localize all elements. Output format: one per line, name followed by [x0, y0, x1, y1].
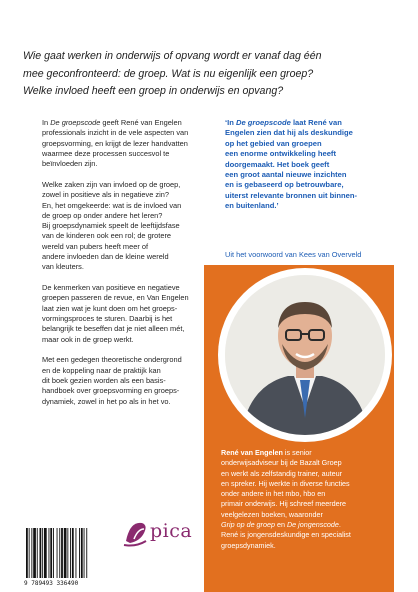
text-line: van kleuters.	[42, 262, 84, 272]
text-line: Met een gedegen theoretische ondergrond	[42, 355, 182, 365]
bio-line: groepsdynamiek.	[221, 540, 276, 550]
author-bio	[221, 448, 391, 551]
text-line: andere invloeden dan de kleine wereld	[42, 252, 169, 262]
text-line: dynamiek, zowel in het po als in het vo.	[42, 396, 171, 406]
quote-line: en is gebaseerd op betrouwbare,	[225, 180, 344, 190]
lead-question	[23, 48, 383, 101]
text-line	[42, 118, 202, 128]
text-line: van de kinderen ook een rol; de grotere	[42, 231, 172, 241]
quote-line: een groot aantal nieuwe inzichten	[225, 170, 347, 180]
book-title: De jongenscode	[286, 520, 339, 530]
book-title: Grip op de groep	[221, 520, 275, 530]
text-fragment: laat René van	[290, 118, 342, 127]
author-photo	[218, 268, 392, 442]
text-line: Bij groepsdynamiek speelt de leeftijdsfase	[42, 221, 180, 231]
text-line: maar ook in de groep werkt.	[42, 334, 134, 344]
isbn-barcode	[24, 528, 110, 578]
text-fragment: geeft René van Engelen	[100, 118, 182, 127]
quote-line: een enorme ontwikkeling heeft	[225, 149, 336, 159]
book-title: De groepscode	[50, 118, 101, 127]
text-line: zowel in positieve als in negatieve zin?	[42, 190, 169, 200]
text-line: De kenmerken van positieve en negatieve	[42, 283, 180, 293]
description-paragraph	[42, 355, 202, 406]
bio-line	[221, 520, 391, 530]
text-line: vormingsproces te sturen. Daarbij is het	[42, 314, 173, 324]
text-fragment: is senior	[282, 448, 312, 457]
text-line: groepsvorming, en krijgt de lezer handvatten	[42, 138, 188, 148]
text-line: belangrijk te beseffen dat je niet alleen mét,	[42, 324, 185, 334]
author-name: René van Engelen	[221, 448, 283, 457]
bio-line	[221, 448, 391, 458]
quote-line: Engelen zien dat hij als deskundige	[225, 128, 353, 138]
quote-line	[225, 118, 390, 128]
isbn-number: 9 789493 336490	[24, 580, 79, 587]
text-line: waarmee deze processen succesvol te	[42, 148, 170, 158]
text-line: beïnvloeden zijn.	[42, 159, 98, 169]
text-line: handboek over groepsvorming en groeps-	[42, 386, 180, 396]
text-fragment: .	[338, 520, 341, 530]
quote-source: Uit het voorwoord van Kees van Overveld	[225, 250, 362, 259]
bio-line: onder andere in het mbo, hbo en	[221, 489, 326, 499]
text-fragment: en	[274, 520, 287, 530]
bio-line: veelgelezen boeken, waaronder	[221, 509, 323, 519]
text-line: en de koppeling naar de praktijk kan	[42, 365, 161, 375]
book-title: De groepscode	[235, 118, 291, 127]
text-line: groepen passeren de revue, en Van Engelen	[42, 293, 189, 303]
author-portrait-illustration	[218, 268, 392, 442]
foreword-quote	[225, 118, 390, 212]
text-line: En, het omgekeerde: wat is de invloed van	[42, 200, 182, 210]
bio-line: onderwijsadviseur bij de Bazalt Groep	[221, 458, 342, 468]
text-line: wereld van pubers heeft meer of	[42, 241, 148, 251]
text-fragment: In	[42, 118, 51, 127]
text-line: professionals inzicht in de vele aspecten van	[42, 128, 189, 138]
text-fragment: ‘In	[225, 118, 236, 127]
text-line: Welke zaken zijn van invloed op de groep,	[42, 179, 181, 189]
lead-line: Welke invloed heeft een groep in onderwijs en opvang?	[23, 85, 284, 97]
text-line: de groep op onder andere het leren?	[42, 210, 163, 220]
quote-line: op het gebied van groepen	[225, 138, 322, 148]
description-column	[42, 118, 202, 417]
bio-line: René is jongensdeskundige en specialist	[221, 530, 351, 540]
description-paragraph	[42, 180, 202, 273]
description-paragraph	[42, 283, 202, 345]
bio-line: en werkt als zelfstandig trainer, auteur	[221, 468, 343, 478]
bio-line: en spreker. Hij werkte in diverse functies	[221, 478, 350, 488]
quote-line: en buitenland.’	[225, 201, 279, 211]
quote-line: doorgemaakt. Het boek geeft	[225, 159, 330, 169]
text-line: dit boek gezien worden als een basis-	[42, 376, 166, 386]
publisher-name: pica	[150, 520, 193, 542]
bio-line: primair onderwijs. Hij schreef meerdere	[221, 499, 347, 509]
quote-line: uiterst relevante bronnen uit binnen-	[225, 190, 358, 200]
lead-line: Wie gaat werken in onderwijs of opvang wordt er vanaf dag één	[23, 50, 322, 62]
text-line: laat zien wat je kunt doen om het groeps-	[42, 303, 178, 313]
description-paragraph	[42, 118, 202, 169]
lead-line: mee geconfronteerd: de groep. Wat is nu eigenlijk een groep?	[23, 67, 314, 80]
